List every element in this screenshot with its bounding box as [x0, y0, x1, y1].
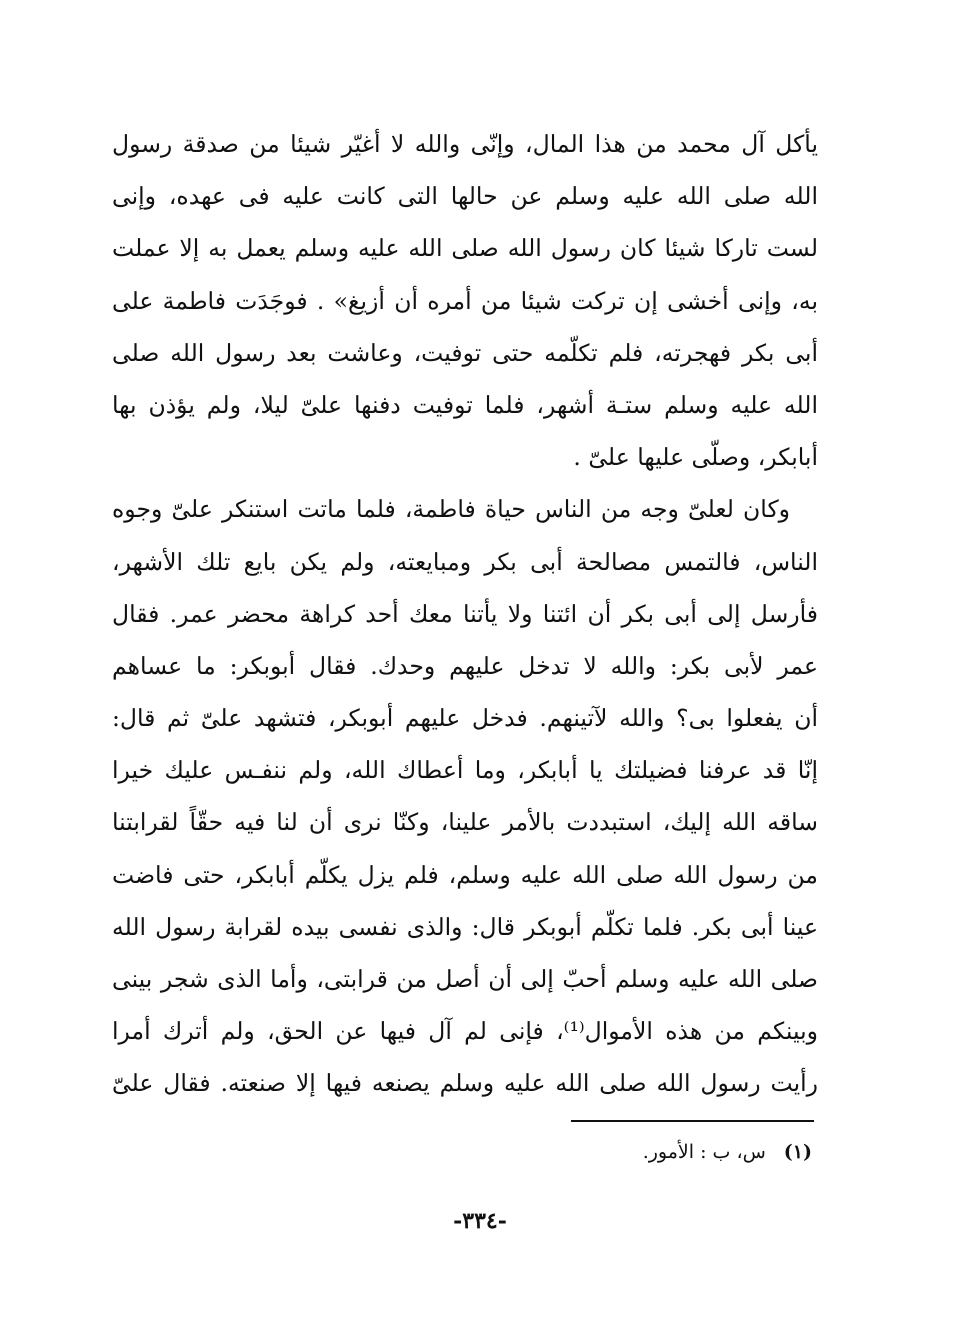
footnote	[643, 1138, 812, 1166]
text-line: ساقه الله إليك، استبددت بالأمر علينا، وكنّا نرى أن لنا فيه حقّاً لقرابتنا	[112, 808, 818, 837]
footnote-marker: (١)	[783, 1141, 812, 1163]
text-line: عمر لأبى بكر: والله لا تدخل عليهم وحدك. فقال أبوبكر: ما عساهم	[112, 651, 818, 680]
footnote-text: س، ب : الأمور.	[642, 1141, 766, 1163]
text-line: الناس، فالتمس مصالحة أبى بكر ومبايعته، ولم يكن بايع تلك الأشهر،	[112, 547, 818, 576]
text-line: أبى بكر فهجرته، فلم تكلّمه حتى توفيت، وعاشت بعد رسول الله صلى	[112, 338, 818, 367]
text-line: عينا أبى بكر. فلما تكلّم أبوبكر قال: والذى نفسى بيده لقرابة رسول الله	[112, 912, 818, 941]
text-line: إنّا قد عرفنا فضيلتك يا أبابكر، وما أعطاك الله، ولم ننفـس عليك خيرا	[112, 756, 818, 785]
text-line: لست تاركا شيئا كان رسول الله صلى الله عليه وسلم يعمل به إلا عملت	[112, 234, 818, 263]
page-number: -٣٣٤-	[453, 1208, 507, 1234]
main-text-block	[112, 118, 818, 1110]
text-line: به، وإنى أخشى إن تركت شيئا من أمره أن أزيغ» . فوجَدَت فاطمة على	[112, 286, 818, 315]
text-line: وبينكم من هذه الأموال⁽¹⁾، فإنى لم آل فيها عن الحق، ولم أترك أمرا	[112, 1017, 818, 1046]
text-line: فأرسل إلى أبى بكر أن ائتنا ولا يأتنا معك أحد كراهة محضر عمر. فقال	[112, 599, 818, 628]
text-line: أبابكر، وصلّى عليها علىّ .	[573, 443, 818, 472]
text-line: رأيت رسول الله صلى الله عليه وسلم يصنعه فيها إلا صنعته. فقال علىّ	[112, 1069, 818, 1098]
text-line: الله عليه وسلم ستـة أشهر، فلما توفيت دفنها علىّ ليلا، ولم يؤذن بها	[112, 390, 818, 419]
text-line: أن يفعلوا بى؟ والله لآتينهم. فدخل عليهم أبوبكر، فتشهد علىّ ثم قال:	[112, 704, 818, 733]
footnote-divider	[571, 1120, 814, 1122]
text-line: صلى الله عليه وسلم أحبّ إلى أن أصل من قرابتى، وأما الذى شجر بينى	[112, 965, 818, 993]
text-line-paragraph-start: وكان لعلىّ وجه من الناس حياة فاطمة، فلما ماتت استنكر علىّ وجوه	[112, 495, 790, 524]
text-line: من رسول الله صلى الله عليه وسلم، فلم يزل يكلّم أبابكر، حتى فاضت	[112, 860, 818, 889]
text-line: يأكل آل محمد من هذا المال، وإنّى والله لا أغيّر شيئا من صدقة رسول	[112, 130, 818, 158]
text-line: الله صلى الله عليه وسلم عن حالها التى كانت عليه فى عهده، وإنى	[112, 182, 818, 211]
